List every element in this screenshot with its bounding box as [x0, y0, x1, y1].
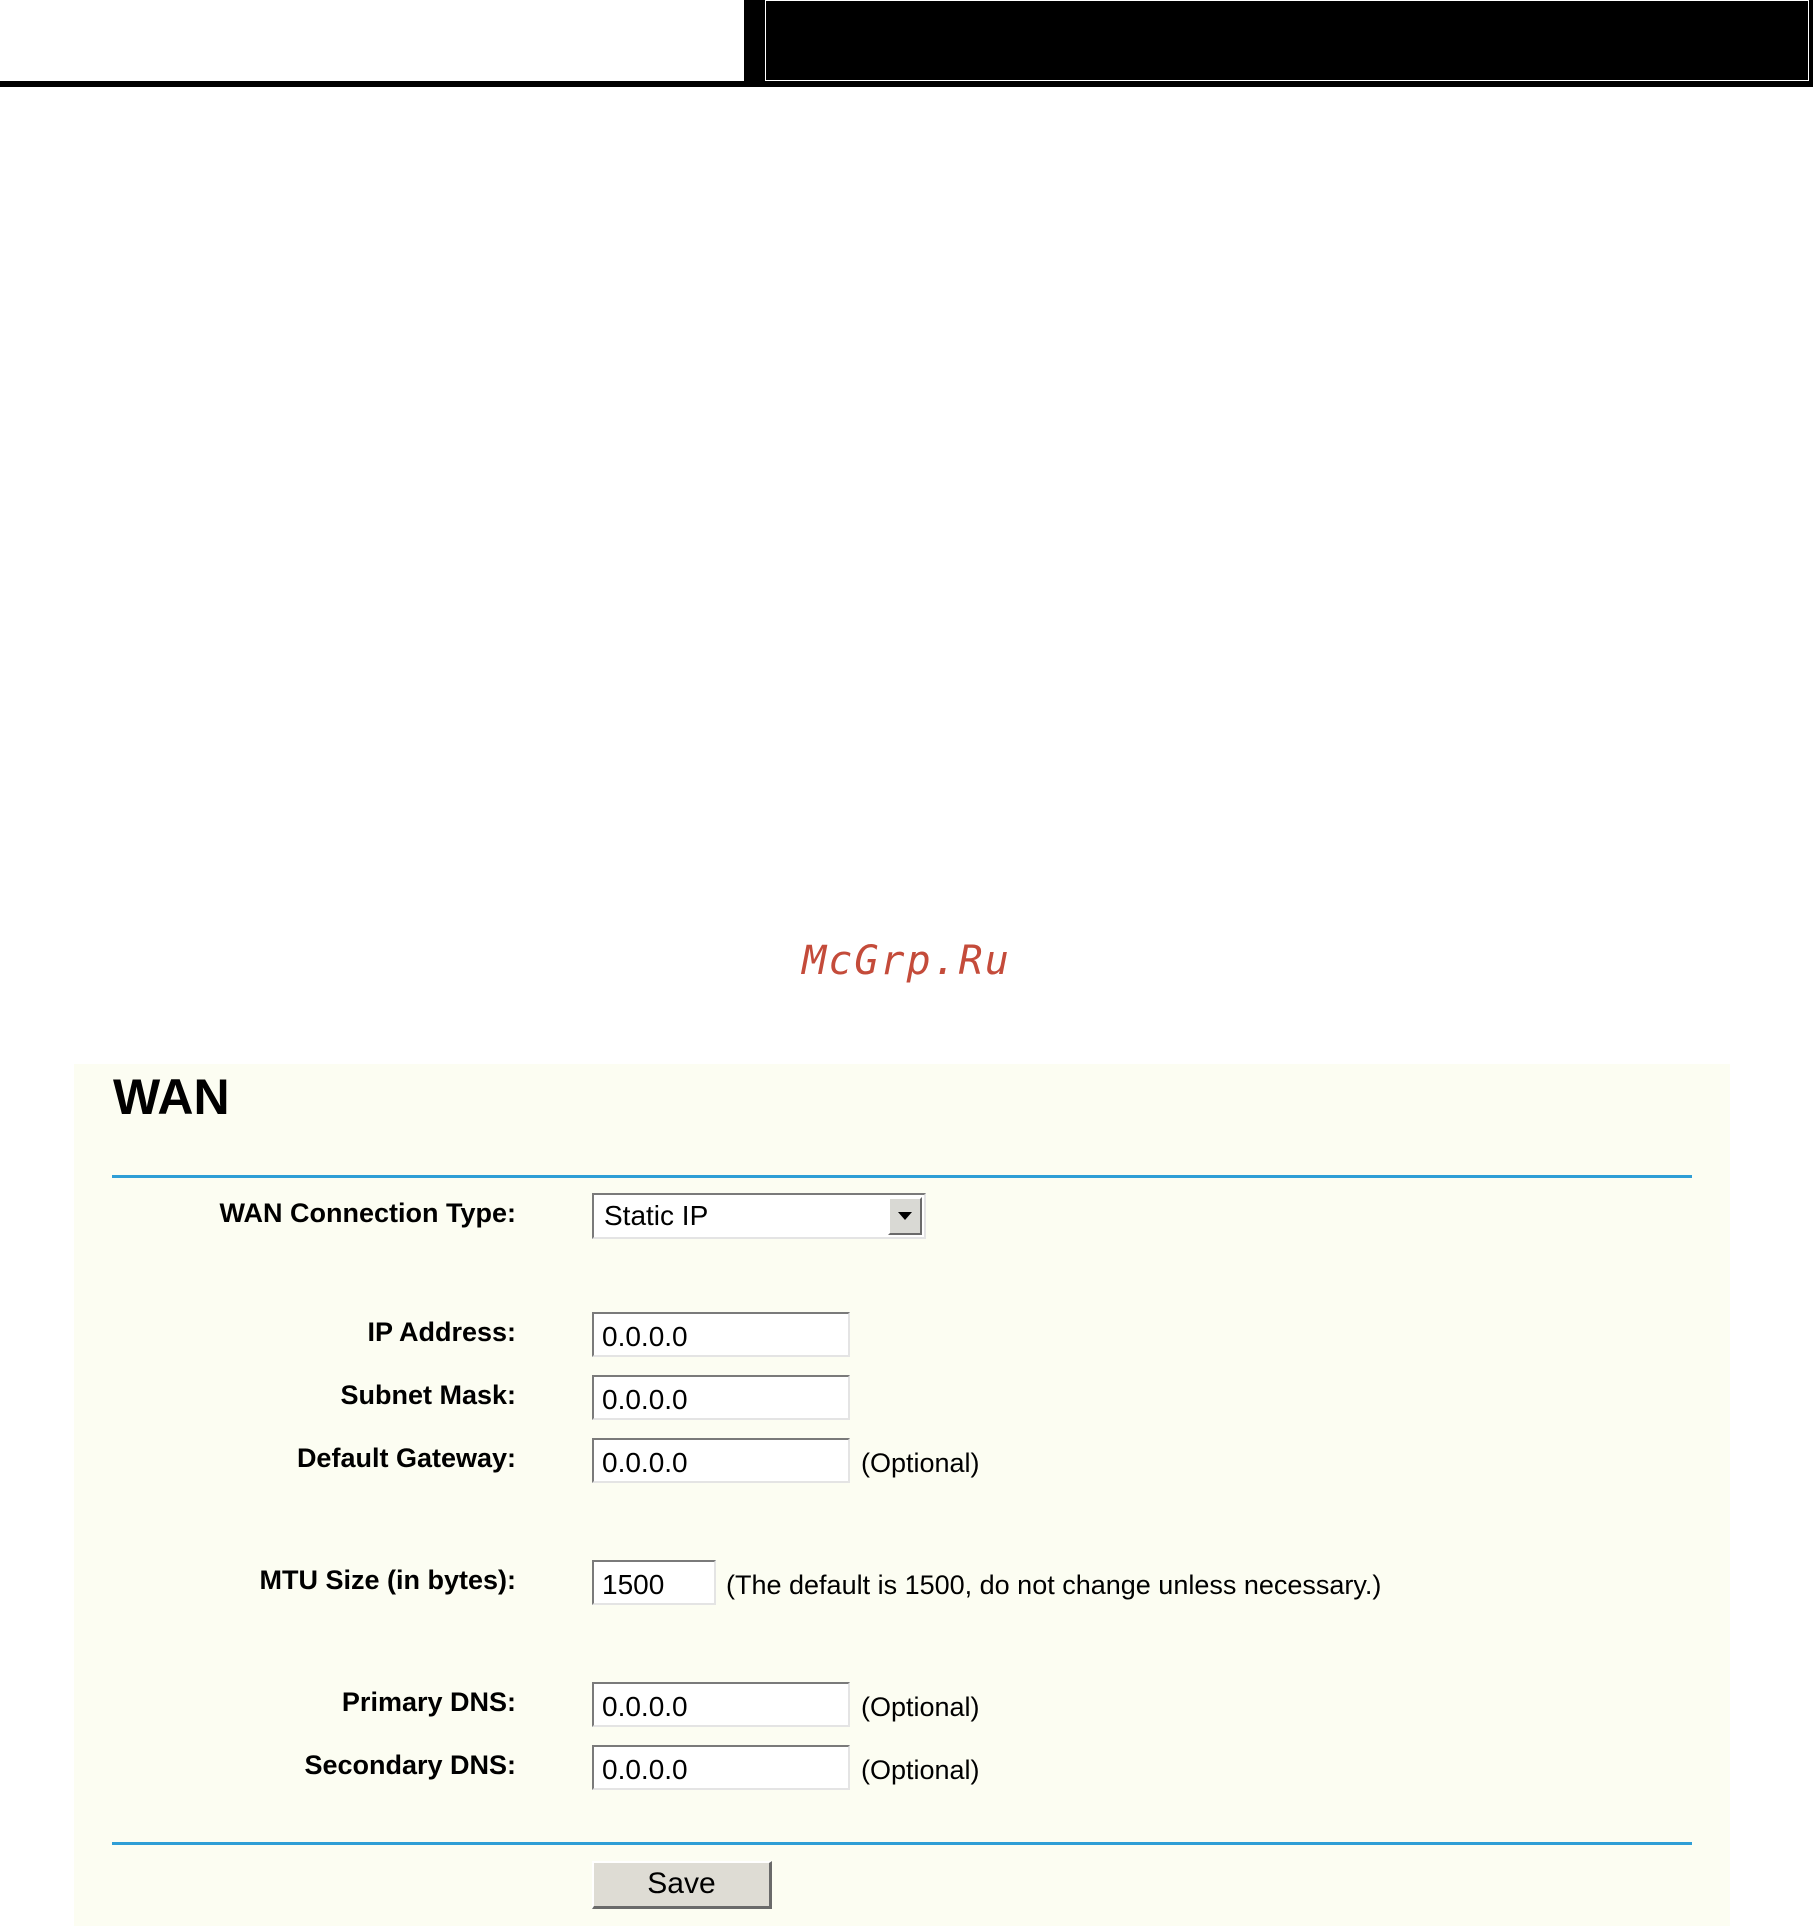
secondary-dns-input[interactable] [592, 1745, 850, 1790]
mtu-size-input[interactable] [592, 1560, 716, 1605]
primary-dns-note: (Optional) [861, 1692, 980, 1722]
connection-type-label: WAN Connection Type: [219, 1198, 516, 1228]
ip-address-label: IP Address: [367, 1317, 516, 1347]
page-title: WAN [113, 1069, 230, 1125]
default-gateway-input[interactable] [592, 1438, 850, 1483]
subnet-mask-label: Subnet Mask: [340, 1380, 516, 1410]
subnet-mask-input[interactable] [592, 1375, 850, 1420]
chevron-down-icon [898, 1212, 912, 1220]
header-black-box-frame [765, 0, 1809, 81]
secondary-dns-label: Secondary DNS: [304, 1750, 516, 1780]
dropdown-button[interactable] [888, 1197, 922, 1235]
connection-type-value: Static IP [604, 1200, 709, 1231]
ip-address-input[interactable] [592, 1312, 850, 1357]
mtu-size-note: (The default is 1500, do not change unless necessary.) [726, 1570, 1382, 1600]
default-gateway-label: Default Gateway: [296, 1443, 516, 1473]
primary-dns-label: Primary DNS: [341, 1687, 516, 1717]
mtu-size-label: MTU Size (in bytes): [259, 1565, 516, 1595]
default-gateway-note: (Optional) [861, 1448, 980, 1478]
divider-top [112, 1175, 1692, 1178]
primary-dns-input[interactable] [592, 1682, 850, 1727]
watermark: McGrp.Ru [802, 938, 1011, 984]
divider-bottom [112, 1842, 1692, 1845]
secondary-dns-note: (Optional) [861, 1755, 980, 1785]
save-button[interactable]: Save [592, 1861, 772, 1909]
connection-type-select[interactable] [592, 1193, 926, 1239]
